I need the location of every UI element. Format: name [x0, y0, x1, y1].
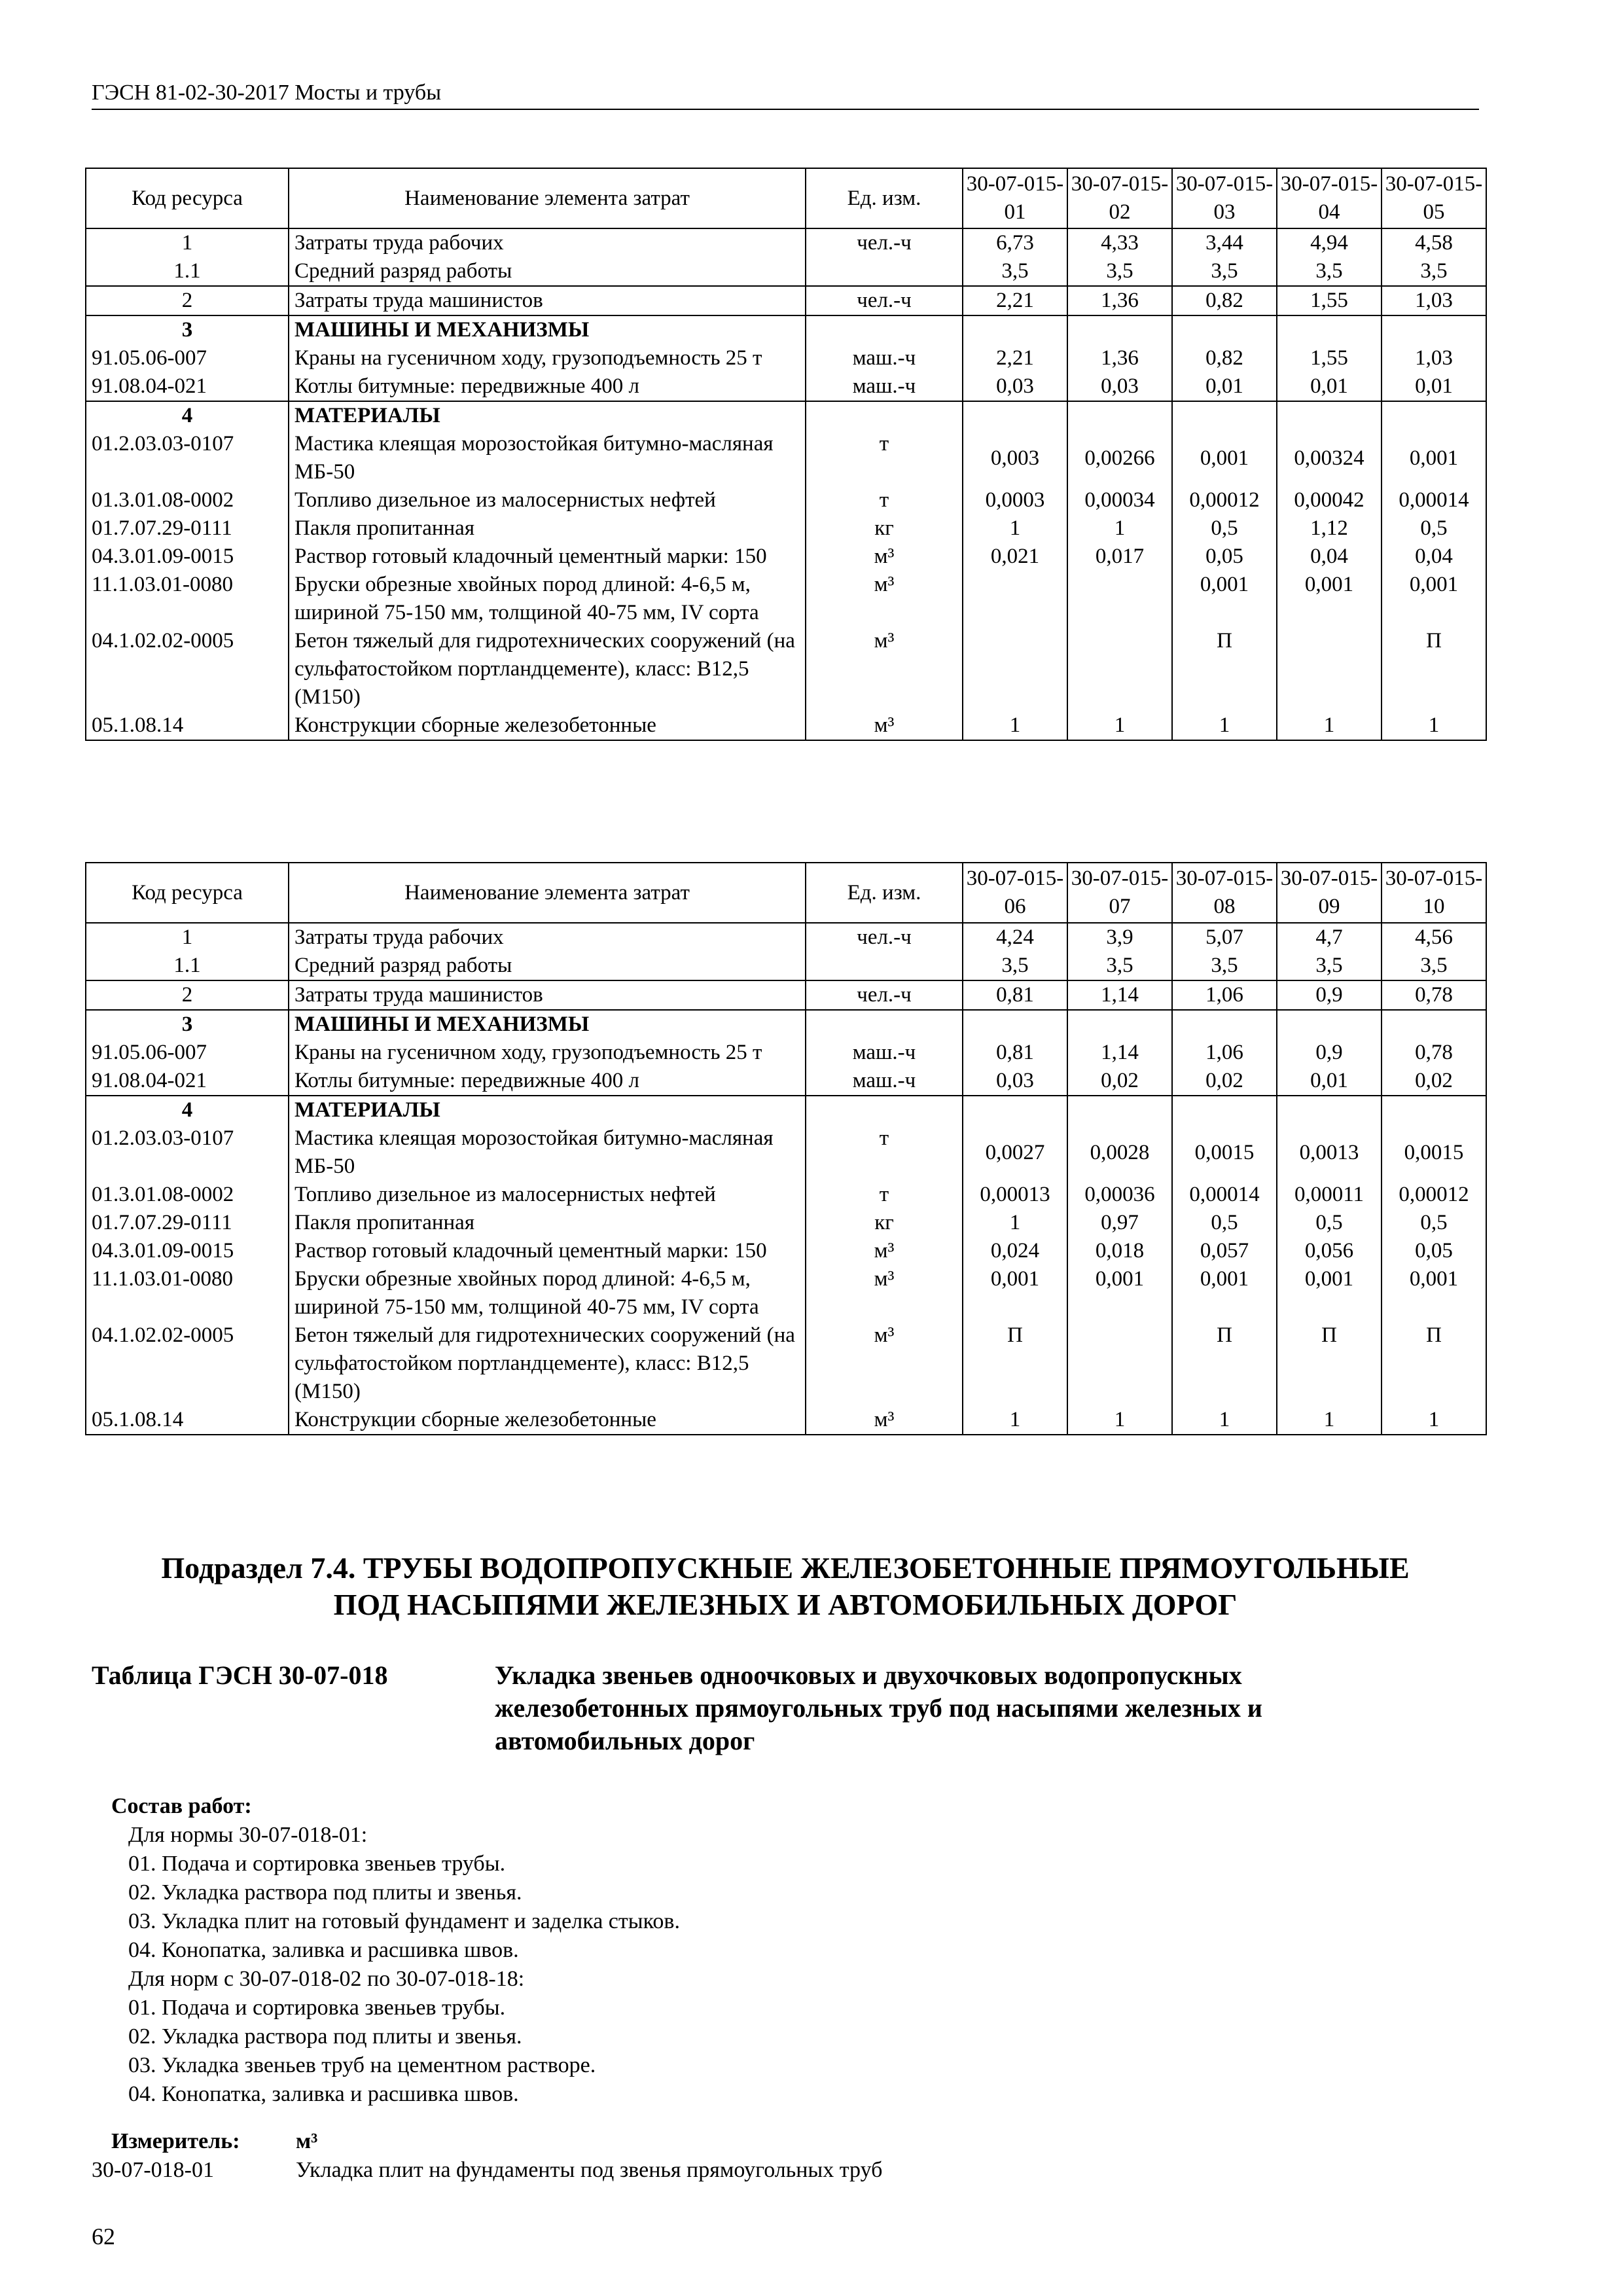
resource-code: 01.3.01.08-0002 — [86, 1181, 289, 1209]
resource-value: П — [1277, 1321, 1382, 1406]
resource-value: 0,5 — [1382, 514, 1486, 543]
resource-unit: т — [806, 1124, 963, 1181]
resource-unit: м³ — [806, 1406, 963, 1435]
resource-name: Пакля пропитанная — [289, 1209, 806, 1237]
work-line: 02. Укладка раствора под плиты и звенья. — [128, 2024, 522, 2049]
resource-value: 0,5 — [1277, 1209, 1382, 1237]
resource-value: 2,21 — [963, 286, 1067, 315]
resource-value — [963, 1096, 1067, 1124]
header-rule — [92, 109, 1479, 110]
resource-value: 0,02 — [1067, 1067, 1172, 1096]
column-header-norm-code: 30-07-015-02 — [1067, 168, 1172, 228]
column-header-code: Код ресурса — [86, 863, 289, 923]
resource-code: 01.7.07.29-0111 — [86, 1209, 289, 1237]
resource-value: 0,82 — [1172, 286, 1277, 315]
resource-value: 0,024 — [963, 1237, 1067, 1265]
table-row — [86, 571, 1486, 627]
resource-code: 3 — [86, 1010, 289, 1039]
column-header-norm-code: 30-07-015-05 — [1382, 168, 1486, 228]
resource-code: 11.1.03.01-0080 — [86, 571, 289, 627]
resource-unit: кг — [806, 1209, 963, 1237]
resource-value: 0,81 — [963, 1039, 1067, 1067]
resource-value — [1067, 1096, 1172, 1124]
resource-value: 3,5 — [1382, 952, 1486, 980]
resource-value: 0,05 — [1172, 543, 1277, 571]
resource-value: 0,018 — [1067, 1237, 1172, 1265]
resource-value: 0,00266 — [1067, 430, 1172, 486]
resource-value: 1,06 — [1172, 1039, 1277, 1067]
resource-value — [1382, 315, 1486, 344]
resource-value: 0,001 — [1277, 571, 1382, 627]
resource-unit: чел.-ч — [806, 286, 963, 315]
resource-code: 01.7.07.29-0111 — [86, 514, 289, 543]
resource-unit: маш.-ч — [806, 344, 963, 372]
table-title — [495, 1659, 1437, 1757]
work-line: 03. Укладка плит на готовый фундамент и заделка стыков. — [128, 1909, 680, 1933]
resource-value: 0,81 — [963, 980, 1067, 1010]
work-line: 04. Конопатка, заливка и расшивка швов. — [128, 2082, 519, 2106]
resource-value: 0,0015 — [1382, 1124, 1486, 1181]
resource-value: 1 — [963, 514, 1067, 543]
resource-value: 0,001 — [1067, 1265, 1172, 1321]
resource-name: Раствор готовый кладочный цементный марки: 150 — [289, 1237, 806, 1265]
resource-code: 04.3.01.09-0015 — [86, 543, 289, 571]
resource-value: 3,5 — [1382, 257, 1486, 286]
resource-value: 0,5 — [1172, 514, 1277, 543]
column-header-norm-code: 30-07-015-10 — [1382, 863, 1486, 923]
table-title-line: автомобильных дорог — [495, 1726, 755, 1755]
resource-value: 0,00324 — [1277, 430, 1382, 486]
table-row — [86, 315, 1486, 344]
resource-value: 3,9 — [1067, 923, 1172, 952]
resource-unit: м³ — [806, 627, 963, 711]
column-header-unit: Ед. изм. — [806, 168, 963, 228]
table-row — [86, 1265, 1486, 1321]
table-row — [86, 1067, 1486, 1096]
column-header-unit: Ед. изм. — [806, 863, 963, 923]
resource-name: Затраты труда рабочих — [289, 923, 806, 952]
column-header-norm-code: 30-07-015-04 — [1277, 168, 1382, 228]
resource-value: 2,21 — [963, 344, 1067, 372]
resource-name: Затраты труда машинистов — [289, 980, 806, 1010]
column-header-code: Код ресурса — [86, 168, 289, 228]
resource-value: 1,14 — [1067, 980, 1172, 1010]
resource-value: 1,14 — [1067, 1039, 1172, 1067]
resource-unit: м³ — [806, 1321, 963, 1406]
work-line: Для норм с 30-07-018-02 по 30-07-018-18: — [128, 1967, 525, 1991]
resource-code: 2 — [86, 286, 289, 315]
resource-value: 0,01 — [1277, 372, 1382, 401]
resource-value: 1 — [1277, 1406, 1382, 1435]
resource-value: 0,001 — [1382, 1265, 1486, 1321]
resource-value: 0,00012 — [1382, 1181, 1486, 1209]
table-row — [86, 711, 1486, 740]
resource-value — [1067, 1321, 1172, 1406]
table-row — [86, 372, 1486, 401]
resource-value: П — [963, 1321, 1067, 1406]
resource-value — [1067, 627, 1172, 711]
resource-unit — [806, 1096, 963, 1124]
resource-value: 0,017 — [1067, 543, 1172, 571]
resource-value — [1382, 1096, 1486, 1124]
resource-value: 1 — [1067, 514, 1172, 543]
resource-name: Затраты труда рабочих — [289, 228, 806, 257]
table-row — [86, 1321, 1486, 1406]
resource-code: 01.3.01.08-0002 — [86, 486, 289, 514]
resource-value — [1277, 1096, 1382, 1124]
resource-code: 91.08.04-021 — [86, 1067, 289, 1096]
resource-value: 4,94 — [1277, 228, 1382, 257]
resource-value: 0,001 — [1172, 1265, 1277, 1321]
resource-unit: маш.-ч — [806, 372, 963, 401]
resource-name: МАТЕРИАЛЫ — [289, 1096, 806, 1124]
resource-value: 0,01 — [1382, 372, 1486, 401]
resource-name: Средний разряд работы — [289, 952, 806, 980]
resource-unit: чел.-ч — [806, 228, 963, 257]
resource-value: 0,056 — [1277, 1237, 1382, 1265]
resource-value: 0,01 — [1172, 372, 1277, 401]
resource-value: 0,001 — [1382, 571, 1486, 627]
resource-value — [1277, 401, 1382, 430]
resource-value: 1 — [1277, 711, 1382, 740]
resource-unit: м³ — [806, 1237, 963, 1265]
resource-name: Средний разряд работы — [289, 257, 806, 286]
table-header-row — [86, 863, 1486, 923]
column-header-norm-code: 30-07-015-08 — [1172, 863, 1277, 923]
table-row — [86, 1406, 1486, 1435]
resource-name: Раствор готовый кладочный цементный марки: 150 — [289, 543, 806, 571]
column-header-name: Наименование элемента затрат — [289, 863, 806, 923]
resource-value: 0,00042 — [1277, 486, 1382, 514]
resource-code: 04.1.02.02-0005 — [86, 1321, 289, 1406]
resource-value: 0,003 — [963, 430, 1067, 486]
resource-value: 0,0013 — [1277, 1124, 1382, 1181]
resource-code: 4 — [86, 401, 289, 430]
resource-value: 1,55 — [1277, 286, 1382, 315]
resource-unit — [806, 1010, 963, 1039]
resource-code: 1 — [86, 228, 289, 257]
resource-unit — [806, 315, 963, 344]
resource-name: Конструкции сборные железобетонные — [289, 1406, 806, 1435]
resource-name: Затраты труда машинистов — [289, 286, 806, 315]
resource-name: МАТЕРИАЛЫ — [289, 401, 806, 430]
resource-value: 0,5 — [1172, 1209, 1277, 1237]
resource-value: 3,5 — [1172, 952, 1277, 980]
resource-value: 0,057 — [1172, 1237, 1277, 1265]
resource-value: 0,04 — [1277, 543, 1382, 571]
resource-value: 0,0015 — [1172, 1124, 1277, 1181]
resource-value: 3,5 — [1172, 257, 1277, 286]
resource-value — [963, 315, 1067, 344]
work-line: 01. Подача и сортировка звеньев трубы. — [128, 1996, 506, 2020]
table-row — [86, 1039, 1486, 1067]
column-header-norm-code: 30-07-015-03 — [1172, 168, 1277, 228]
resource-name: Мастика клеящая морозостойкая битумно-масляная МБ-50 — [289, 1124, 806, 1181]
resource-unit: маш.-ч — [806, 1039, 963, 1067]
meter-label: Измеритель: — [111, 2129, 240, 2153]
resource-code: 04.3.01.09-0015 — [86, 1237, 289, 1265]
column-header-norm-code: 30-07-015-09 — [1277, 863, 1382, 923]
table-row — [86, 257, 1486, 286]
table-row — [86, 401, 1486, 430]
resource-value: 0,00034 — [1067, 486, 1172, 514]
resource-unit: м³ — [806, 711, 963, 740]
resource-code: 91.08.04-021 — [86, 372, 289, 401]
resource-value: 0,0028 — [1067, 1124, 1172, 1181]
resource-value — [963, 401, 1067, 430]
resource-value: 1 — [963, 1406, 1067, 1435]
table-row — [86, 344, 1486, 372]
resource-value: 1 — [1172, 711, 1277, 740]
resource-value: 0,00012 — [1172, 486, 1277, 514]
norm-code: 30-07-018-01 — [92, 2158, 214, 2182]
resource-value: 4,7 — [1277, 923, 1382, 952]
resource-value: 3,5 — [963, 257, 1067, 286]
resource-value: 0,9 — [1277, 980, 1382, 1010]
resource-value: 0,03 — [1067, 372, 1172, 401]
resource-value — [1172, 401, 1277, 430]
resource-value: 0,82 — [1172, 344, 1277, 372]
resource-value — [1067, 315, 1172, 344]
resource-value: 1 — [963, 711, 1067, 740]
table-row — [86, 952, 1486, 980]
resource-code: 11.1.03.01-0080 — [86, 1265, 289, 1321]
page-header: ГЭСН 81-02-30-2017 Мосты и трубы — [92, 81, 442, 105]
table-row — [86, 1010, 1486, 1039]
resource-value: 0,001 — [963, 1265, 1067, 1321]
resource-value: 0,9 — [1277, 1039, 1382, 1067]
resource-value: 1,36 — [1067, 344, 1172, 372]
resource-value: 0,00036 — [1067, 1181, 1172, 1209]
resource-name: Мастика клеящая морозостойкая битумно-масляная МБ-50 — [289, 430, 806, 486]
resource-value: 0,001 — [1277, 1265, 1382, 1321]
resource-code: 04.1.02.02-0005 — [86, 627, 289, 711]
resource-value — [1067, 401, 1172, 430]
resource-value: 1,03 — [1382, 344, 1486, 372]
resource-value: 4,56 — [1382, 923, 1486, 952]
subsection-heading-line-1: Подраздел 7.4. ТРУБЫ ВОДОПРОПУСКНЫЕ ЖЕЛЕЗОБЕТОННЫЕ ПРЯМОУГОЛЬНЫЕ — [161, 1551, 1410, 1585]
resource-value: 0,00014 — [1172, 1181, 1277, 1209]
resource-value: 0,00011 — [1277, 1181, 1382, 1209]
resource-name: Топливо дизельное из малосернистых нефтей — [289, 1181, 806, 1209]
work-line: 01. Подача и сортировка звеньев трубы. — [128, 1852, 506, 1876]
table-title-line: железобетонных прямоугольных труб под насыпями железных и — [495, 1693, 1262, 1723]
resource-value: 1 — [1382, 1406, 1486, 1435]
work-composition-list — [128, 1821, 680, 2109]
resource-name: Котлы битумные: передвижные 400 л — [289, 372, 806, 401]
resource-value — [963, 627, 1067, 711]
resource-name: МАШИНЫ И МЕХАНИЗМЫ — [289, 315, 806, 344]
resource-value: 3,5 — [1067, 257, 1172, 286]
resource-unit: м³ — [806, 1265, 963, 1321]
resource-value — [1172, 315, 1277, 344]
resource-value: 3,5 — [1277, 952, 1382, 980]
resource-value: 0,02 — [1382, 1067, 1486, 1096]
resource-value: 0,78 — [1382, 1039, 1486, 1067]
resource-value: 0,02 — [1172, 1067, 1277, 1096]
resource-value: 4,33 — [1067, 228, 1172, 257]
resource-value: 0,97 — [1067, 1209, 1172, 1237]
resource-value: 1,36 — [1067, 286, 1172, 315]
resource-code: 4 — [86, 1096, 289, 1124]
resource-value — [1067, 571, 1172, 627]
resource-value: 0,03 — [963, 372, 1067, 401]
resource-value: 0,0003 — [963, 486, 1067, 514]
resource-value: 0,03 — [963, 1067, 1067, 1096]
work-line: Для нормы 30-07-018-01: — [128, 1823, 368, 1847]
resource-value: 0,001 — [1172, 430, 1277, 486]
resource-value: 1 — [1172, 1406, 1277, 1435]
resource-value: 3,5 — [963, 952, 1067, 980]
column-header-norm-code: 30-07-015-06 — [963, 863, 1067, 923]
resource-value: 1,55 — [1277, 344, 1382, 372]
resource-unit: чел.-ч — [806, 980, 963, 1010]
resource-name: Топливо дизельное из малосернистых нефтей — [289, 486, 806, 514]
table-row — [86, 1237, 1486, 1265]
resource-code: 05.1.08.14 — [86, 1406, 289, 1435]
resource-name: Бетон тяжелый для гидротехнических сооружений (на сульфатостойком портландцементе), класс: В12,5 (М150) — [289, 1321, 806, 1406]
resource-value: 3,44 — [1172, 228, 1277, 257]
resource-code: 1.1 — [86, 952, 289, 980]
resource-value: 1 — [1382, 711, 1486, 740]
resource-unit — [806, 952, 963, 980]
resource-value: 3,5 — [1067, 952, 1172, 980]
resource-value: 0,00013 — [963, 1181, 1067, 1209]
resource-value: 0,0027 — [963, 1124, 1067, 1181]
resource-value — [1172, 1096, 1277, 1124]
subsection-heading — [92, 1550, 1479, 1623]
resource-table-1 — [85, 168, 1487, 741]
resource-value: П — [1382, 1321, 1486, 1406]
resource-unit: маш.-ч — [806, 1067, 963, 1096]
resource-value — [1277, 1010, 1382, 1039]
resource-value: 0,001 — [1382, 430, 1486, 486]
resource-value: 6,73 — [963, 228, 1067, 257]
resource-value — [1277, 315, 1382, 344]
table-row — [86, 627, 1486, 711]
resource-name: Пакля пропитанная — [289, 514, 806, 543]
table-row — [86, 1209, 1486, 1237]
subsection-heading-line-2: ПОД НАСЫПЯМИ ЖЕЛЕЗНЫХ И АВТОМОБИЛЬНЫХ ДОРОГ — [333, 1588, 1238, 1621]
resource-value: 4,58 — [1382, 228, 1486, 257]
work-line: 04. Конопатка, заливка и расшивка швов. — [128, 1938, 519, 1962]
resource-value: 5,07 — [1172, 923, 1277, 952]
table-row — [86, 430, 1486, 486]
table-row — [86, 228, 1486, 257]
resource-value: П — [1382, 627, 1486, 711]
resource-value: 0,01 — [1277, 1067, 1382, 1096]
table-header-row — [86, 168, 1486, 228]
resource-value: 0,021 — [963, 543, 1067, 571]
table-row — [86, 980, 1486, 1010]
resource-name: МАШИНЫ И МЕХАНИЗМЫ — [289, 1010, 806, 1039]
resource-code: 1 — [86, 923, 289, 952]
resource-name: Бруски обрезные хвойных пород длиной: 4-6,5 м, шириной 75-150 мм, толщиной 40-75 мм, IV сорта — [289, 571, 806, 627]
resource-value: 1 — [963, 1209, 1067, 1237]
table-label: Таблица ГЭСН 30-07-018 — [92, 1660, 388, 1690]
resource-value: 1,06 — [1172, 980, 1277, 1010]
table-row — [86, 923, 1486, 952]
resource-code: 1.1 — [86, 257, 289, 286]
resource-value: 1,03 — [1382, 286, 1486, 315]
column-header-norm-code: 30-07-015-01 — [963, 168, 1067, 228]
resource-name: Бетон тяжелый для гидротехнических сооружений (на сульфатостойком портландцементе), класс: В12,5 (М150) — [289, 627, 806, 711]
resource-value: П — [1172, 1321, 1277, 1406]
resource-value — [1382, 1010, 1486, 1039]
resource-code: 3 — [86, 315, 289, 344]
table-row — [86, 286, 1486, 315]
table-row — [86, 514, 1486, 543]
resource-code: 2 — [86, 980, 289, 1010]
resource-unit: м³ — [806, 571, 963, 627]
resource-unit — [806, 401, 963, 430]
column-header-norm-code: 30-07-015-07 — [1067, 863, 1172, 923]
resource-value: 3,5 — [1277, 257, 1382, 286]
table-row — [86, 1124, 1486, 1181]
resource-value: 1 — [1067, 1406, 1172, 1435]
resource-value: 0,05 — [1382, 1237, 1486, 1265]
resource-value: 4,24 — [963, 923, 1067, 952]
resource-unit — [806, 257, 963, 286]
resource-code: 01.2.03.03-0107 — [86, 1124, 289, 1181]
resource-unit: кг — [806, 514, 963, 543]
resource-code: 91.05.06-007 — [86, 344, 289, 372]
resource-value: 0,001 — [1172, 571, 1277, 627]
resource-unit: чел.-ч — [806, 923, 963, 952]
work-composition-heading: Состав работ: — [111, 1794, 252, 1818]
resource-name: Конструкции сборные железобетонные — [289, 711, 806, 740]
table-row — [86, 486, 1486, 514]
resource-value: 0,78 — [1382, 980, 1486, 1010]
resource-unit: т — [806, 486, 963, 514]
meter-unit: м³ — [296, 2129, 318, 2153]
page-number: 62 — [92, 2223, 115, 2250]
resource-unit: м³ — [806, 543, 963, 571]
resource-value: 0,5 — [1382, 1209, 1486, 1237]
table-row — [86, 543, 1486, 571]
resource-value: 0,00014 — [1382, 486, 1486, 514]
resource-name: Краны на гусеничном ходу, грузоподъемность 25 т — [289, 344, 806, 372]
resource-value — [1382, 401, 1486, 430]
table-row — [86, 1181, 1486, 1209]
resource-name: Бруски обрезные хвойных пород длиной: 4-6,5 м, шириной 75-150 мм, толщиной 40-75 мм, IV сорта — [289, 1265, 806, 1321]
resource-code: 05.1.08.14 — [86, 711, 289, 740]
resource-code: 01.2.03.03-0107 — [86, 430, 289, 486]
table-title-line: Укладка звеньев одноочковых и двухочковых водопропускных — [495, 1660, 1242, 1690]
resource-value: 1 — [1067, 711, 1172, 740]
norm-description: Укладка плит на фундаменты под звенья прямоугольных труб — [296, 2158, 883, 2182]
resource-value: 1,12 — [1277, 514, 1382, 543]
resource-value — [1067, 1010, 1172, 1039]
resource-unit: т — [806, 430, 963, 486]
resource-value — [1277, 627, 1382, 711]
table-row — [86, 1096, 1486, 1124]
resource-value: П — [1172, 627, 1277, 711]
resource-value — [963, 571, 1067, 627]
column-header-name: Наименование элемента затрат — [289, 168, 806, 228]
work-line: 03. Укладка звеньев труб на цементном растворе. — [128, 2053, 596, 2077]
resource-name: Котлы битумные: передвижные 400 л — [289, 1067, 806, 1096]
resource-value: 0,04 — [1382, 543, 1486, 571]
work-line: 02. Укладка раствора под плиты и звенья. — [128, 1880, 522, 1905]
resource-value — [963, 1010, 1067, 1039]
resource-unit: т — [806, 1181, 963, 1209]
resource-name: Краны на гусеничном ходу, грузоподъемность 25 т — [289, 1039, 806, 1067]
resource-code: 91.05.06-007 — [86, 1039, 289, 1067]
resource-value — [1172, 1010, 1277, 1039]
resource-table-2 — [85, 862, 1487, 1435]
